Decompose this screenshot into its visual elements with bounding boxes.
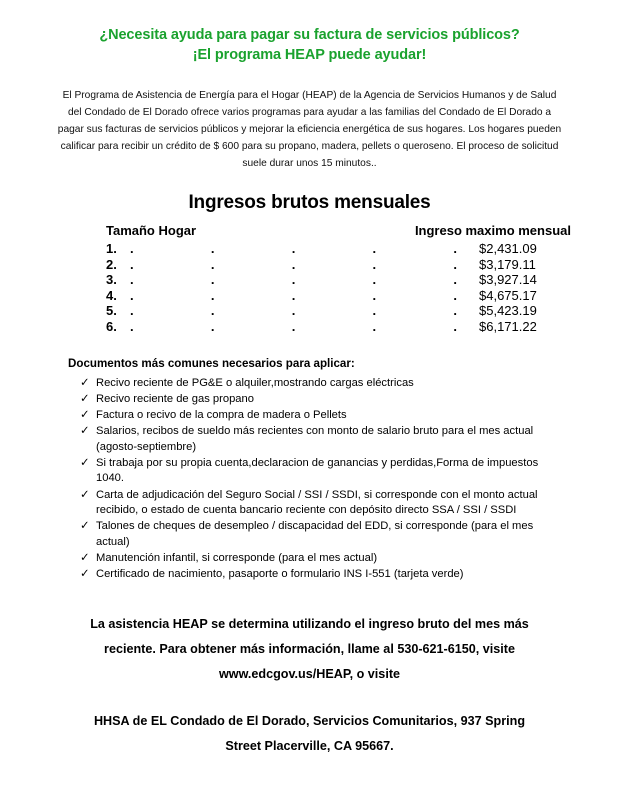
income-section-title: Ingresos brutos mensuales [188,192,431,213]
list-item-label: Recivo reciente de gas propano [96,392,254,405]
max-monthly-income: $4,675.17 [479,287,537,303]
checkmark-icon: ✓ [80,392,90,405]
list-item-label: Recivo reciente de PG&E o alquiler,mostrando cargas eléctricas [96,376,414,389]
table-row [106,257,571,273]
max-monthly-income: $6,171.22 [479,318,537,334]
list-item-label: Salarios, recibos de sueldo más recientes con monto de salario bruto para el mes actual (agosto-septiembre) [96,425,534,453]
dot-leader: . . . . . [130,303,457,319]
income-table-header [106,223,571,238]
intro-paragraph: El Programa de Asistencia de Energía para el Hogar (HEAP) de la Agencia de Servicios Humanos y de Salud del Condado de El Dorado ofrece varios programas para ayudar a las familias del Condado de El Dorado a pagar sus facturas de servicios públicos y mejorar la eficiencia energética de sus hogares. Los hogares pueden calificar para recibir un crédito de $ 600 para su propano, madera, pellets o queroseno. El proceso de solicitud suele durar unos 15 minutos.. [57,90,562,169]
list-item [80,392,585,407]
income-column-header-size: Tamaño Hogar [106,223,197,238]
table-row [106,303,571,319]
list-item-label: Manutención infantil, si corresponde (para el mes actual) [96,551,378,564]
list-item [80,519,585,550]
list-item-label: Talones de cheques de desempleo / discapacidad del EDD, si corresponde (para el mes actual) [96,520,534,548]
table-row [106,319,571,335]
max-monthly-income: $3,179.11 [479,256,536,272]
checkmark-icon: ✓ [80,409,90,422]
list-item-label: Factura o recivo de la compra de madera o Pellets [96,409,347,422]
checkmark-icon: ✓ [80,551,90,564]
list-item-label: Si trabaja por su propia cuenta,declaracion de ganancias y perdidas,Forma de impuestos 1040. [96,457,539,485]
household-size: 2. [106,256,117,272]
footer-contact-paragraph: La asistencia HEAP se determina utilizando el ingreso bruto del mes más reciente. Para obtener más información, llame al 530-621-6150, visite www.edcgov.us/HEAP, o visite [90,617,529,682]
checkmark-icon: ✓ [80,520,90,533]
list-item [80,408,585,423]
income-column-header-amount: Ingreso maximo mensual [414,223,571,238]
page-title-line-2: ¡El programa HEAP puede ayudar! [192,47,427,63]
documents-list [80,376,585,583]
list-item [80,424,585,455]
documents-section-title: Documentos más comunes necesarios para aplicar: [68,356,355,370]
list-item-label: Carta de adjudicación del Seguro Social / SSI / SSDI, si corresponde con el monto actual recibido, o estado de cuenta bancario reciente con depósito directo SSA / SSI / SSDI [96,488,538,516]
page-title [52,26,567,65]
page-title-line-1: ¿Necesita ayuda para pagar su factura de servicios públicos? [99,27,520,43]
household-size: 6. [106,318,117,334]
max-monthly-income: $3,927.14 [479,272,537,288]
list-item-label: Certificado de nacimiento, pasaporte o formulario INS I-551 (tarjeta verde) [96,568,464,581]
table-row [106,288,571,304]
income-table-body [106,241,571,335]
dot-leader: . . . . . [130,287,457,303]
household-size: 3. [106,272,117,288]
footer-address: HHSA de EL Condado de El Dorado, Servicios Comunitarios, 937 Spring Street Placerville, CA 95667. [93,714,526,754]
checkmark-icon: ✓ [80,488,90,501]
table-row [106,241,571,257]
list-item [80,567,585,582]
household-size: 5. [106,303,117,319]
household-size: 4. [106,287,117,303]
table-row [106,272,571,288]
household-size: 1. [106,241,117,256]
max-monthly-income: $2,431.09 [479,241,537,256]
checkmark-icon: ✓ [80,376,90,389]
list-item [80,551,585,566]
max-monthly-income: $5,423.19 [479,303,537,319]
checkmark-icon: ✓ [80,425,90,438]
dot-leader: . . . . . [130,272,457,288]
list-item [80,456,585,487]
dot-leader: . . . . . [130,256,457,272]
list-item [80,488,585,519]
dot-leader: . . . . . [130,318,457,334]
dot-leader: . . . . . [130,241,457,256]
checkmark-icon: ✓ [80,568,90,581]
checkmark-icon: ✓ [80,457,90,470]
list-item [80,376,585,391]
